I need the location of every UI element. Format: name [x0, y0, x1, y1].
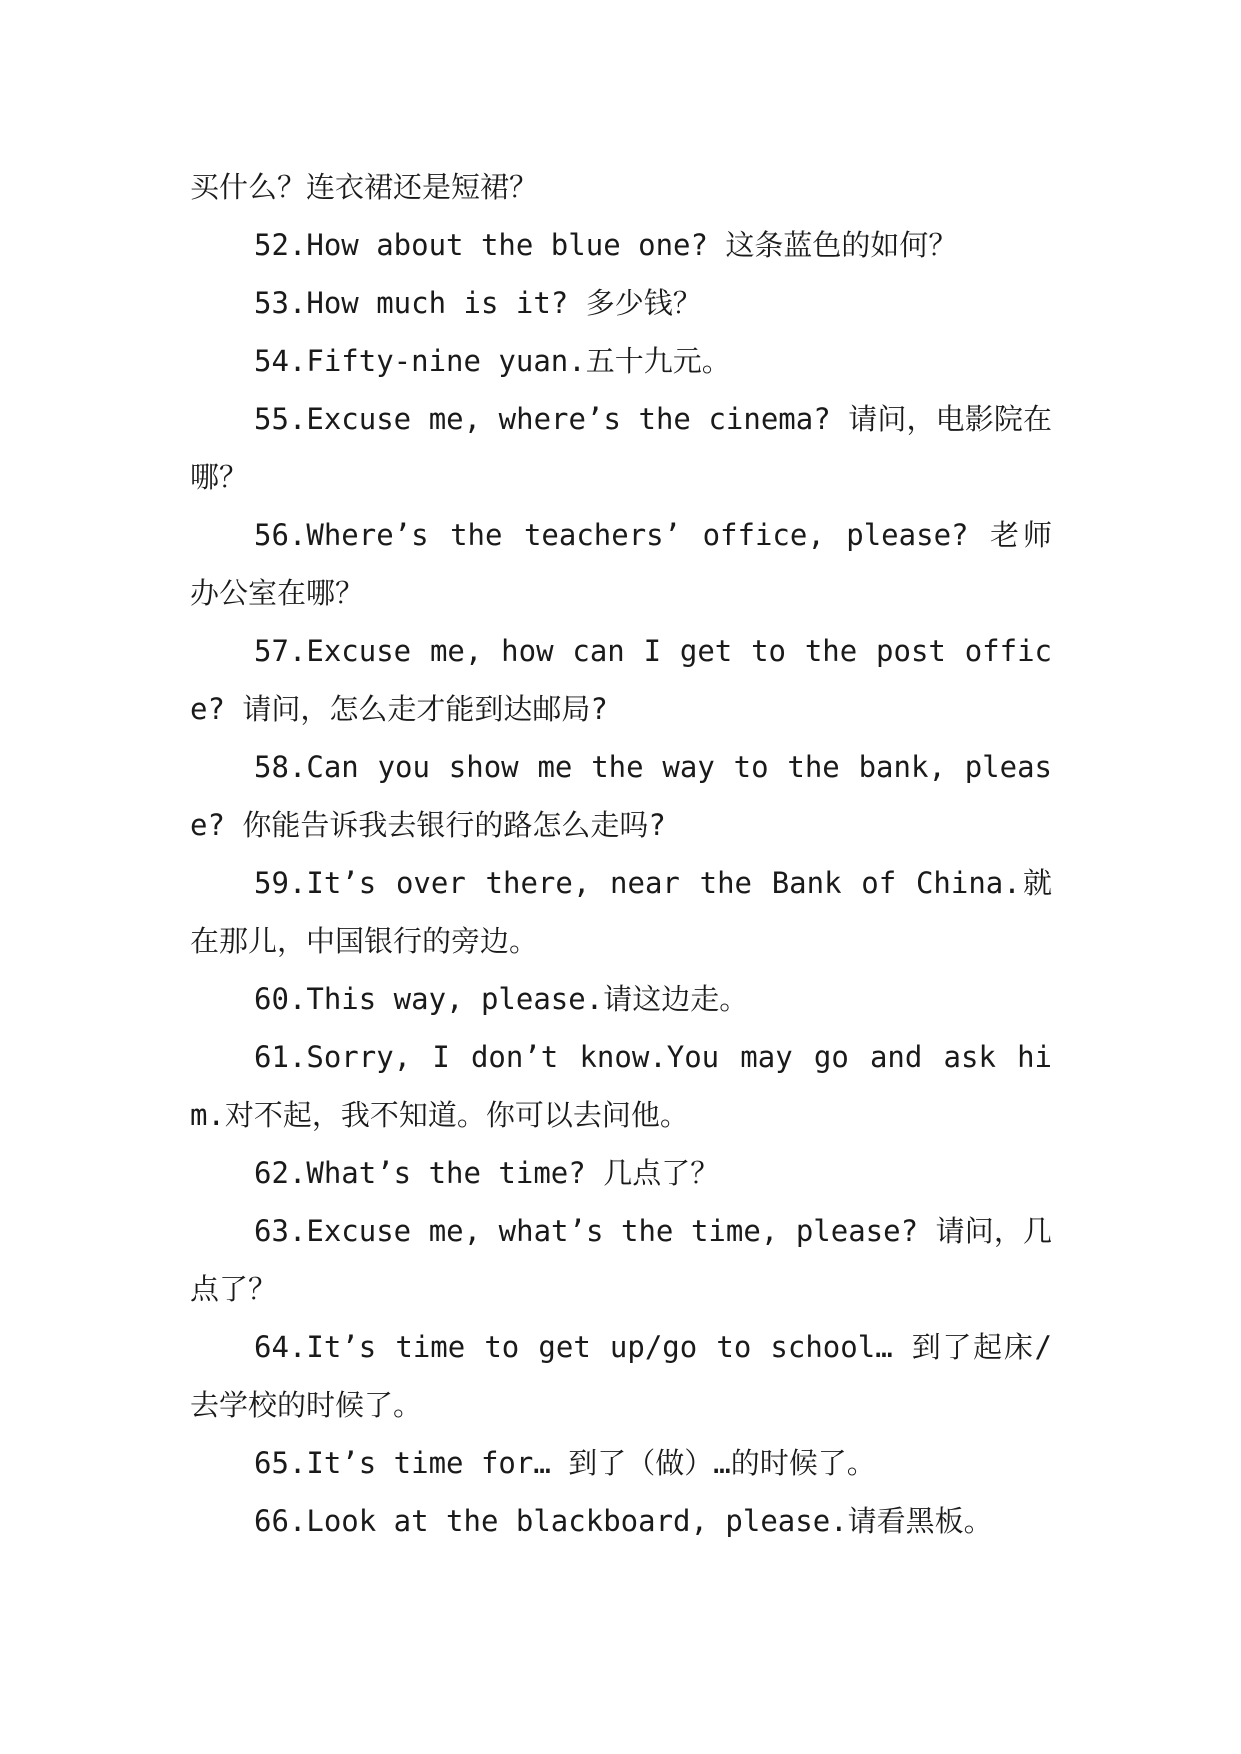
paragraph-continuation: 买什么？连衣裙还是短裙？ [190, 170, 539, 204]
paragraph-item-60: 60.This way, please.请这边走。 [254, 982, 749, 1016]
paragraph-item-64: 64.It’s time to get up/go to school… 到了起床/去学校的时候了。 [190, 1330, 1052, 1422]
paragraph-item-52: 52.How about the blue one? 这条蓝色的如何？ [254, 228, 958, 262]
paragraph-item-62: 62.What’s the time? 几点了？ [254, 1156, 720, 1190]
paragraph-item-66: 66.Look at the blackboard, please.请看黑板。 [254, 1504, 993, 1538]
paragraph-item-55: 55.Excuse me, where’s the cinema? 请问，电影院在哪？ [190, 402, 1052, 494]
paragraph-item-63: 63.Excuse me, what’s the time, please? 请问，几点了？ [190, 1214, 1052, 1306]
paragraph-item-65: 65.It’s time for… 到了（做）…的时候了。 [254, 1446, 876, 1480]
paragraph-item-57: 57.Excuse me, how can I get to the post office? 请问，怎么走才能到达邮局? [190, 634, 1052, 726]
document-body [190, 158, 1052, 1550]
paragraph-item-59: 59.It’s over there, near the Bank of China.就在那儿，中国银行的旁边。 [190, 866, 1052, 958]
paragraph-item-58: 58.Can you show me the way to the bank, please? 你能告诉我去银行的路怎么走吗? [190, 750, 1052, 842]
paragraph-item-56: 56.Where’s the teachers’ office, please? 老师办公室在哪？ [190, 518, 1052, 610]
paragraph-item-61: 61.Sorry, I don’t know.You may go and ask him.对不起，我不知道。你可以去问他。 [190, 1040, 1052, 1132]
paragraph-item-54: 54.Fifty-nine yuan.五十九元。 [254, 344, 731, 378]
paragraph-item-53: 53.How much is it? 多少钱？ [254, 286, 702, 320]
